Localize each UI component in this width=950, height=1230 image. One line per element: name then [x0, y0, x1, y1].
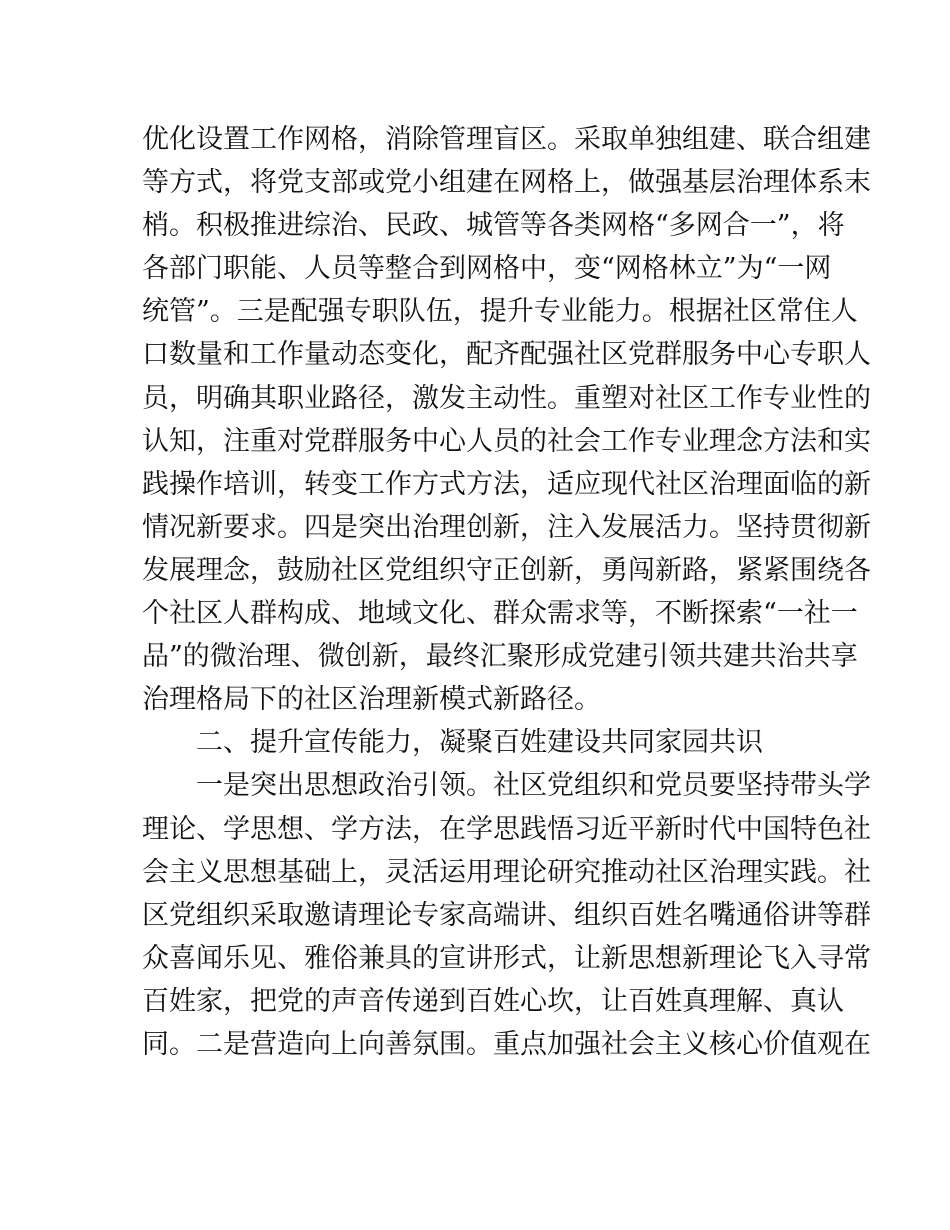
- text-line: 情况新要求。四是突出治理创新，注入发展活力。坚持贯彻新: [142, 511, 871, 543]
- text-line: 百姓家，把党的声音传递到百姓心坎，让百姓真理解、真认: [142, 985, 844, 1017]
- text-line: 个社区人群构成、地域文化、群众需求等，不断探索“一社一: [142, 598, 858, 630]
- section-heading: 二、提升宣传能力，凝聚百姓建设共同家园共识: [196, 727, 763, 759]
- text-line: 梢。积极推进综治、民政、城管等各类网格“多网合一”，将: [142, 210, 845, 242]
- text-line: 品”的微治理、微创新，最终汇聚形成党建引领共建共治共享: [142, 641, 858, 673]
- text-line: 认知，注重对党群服务中心人员的社会工作专业理念方法和实: [142, 425, 871, 457]
- text-line: 会主义思想基础上，灵活运用理论研究推动社区治理实践。社: [142, 856, 871, 888]
- text-line: 各部门职能、人员等整合到网格中，变“网格林立”为“一网: [142, 253, 832, 285]
- text-line: 理论、学思想、学方法，在学思践悟习近平新时代中国特色社: [142, 813, 871, 845]
- text-line: 统管”。三是配强专职队伍，提升专业能力。根据社区常住人: [142, 296, 858, 328]
- text-line: 员，明确其职业路径，激发主动性。重塑对社区工作专业性的: [142, 382, 871, 414]
- text-line: 践操作培训，转变工作方式方法，适应现代社区治理面临的新: [142, 468, 871, 500]
- paragraph-grid-governance: [142, 118, 871, 721]
- document-body: [142, 118, 871, 1066]
- text-line: 等方式，将党支部或党小组建在网格上，做强基层治理体系末: [142, 167, 871, 199]
- text-line: 口数量和工作量动态变化，配齐配强社区党群服务中心专职人: [142, 339, 871, 371]
- text-line: 一是突出思想政治引领。社区党组织和党员要坚持带头学: [196, 770, 871, 802]
- text-line: 同。二是营造向上向善氛围。重点加强社会主义核心价值观在: [142, 1028, 871, 1060]
- text-line: 优化设置工作网格，消除管理盲区。采取单独组建、联合组建: [142, 124, 871, 155]
- text-line: 区党组织采取邀请理论专家高端讲、组织百姓名嘴通俗讲等群: [142, 899, 871, 931]
- text-line: 发展理念，鼓励社区党组织守正创新，勇闯新路，紧紧围绕各: [142, 554, 871, 586]
- text-line: 众喜闻乐见、雅俗兼具的宣讲形式，让新思想新理论飞入寻常: [142, 942, 871, 974]
- text-line: 治理格局下的社区治理新模式新路径。: [142, 684, 601, 716]
- paragraph-propaganda: [142, 764, 871, 1066]
